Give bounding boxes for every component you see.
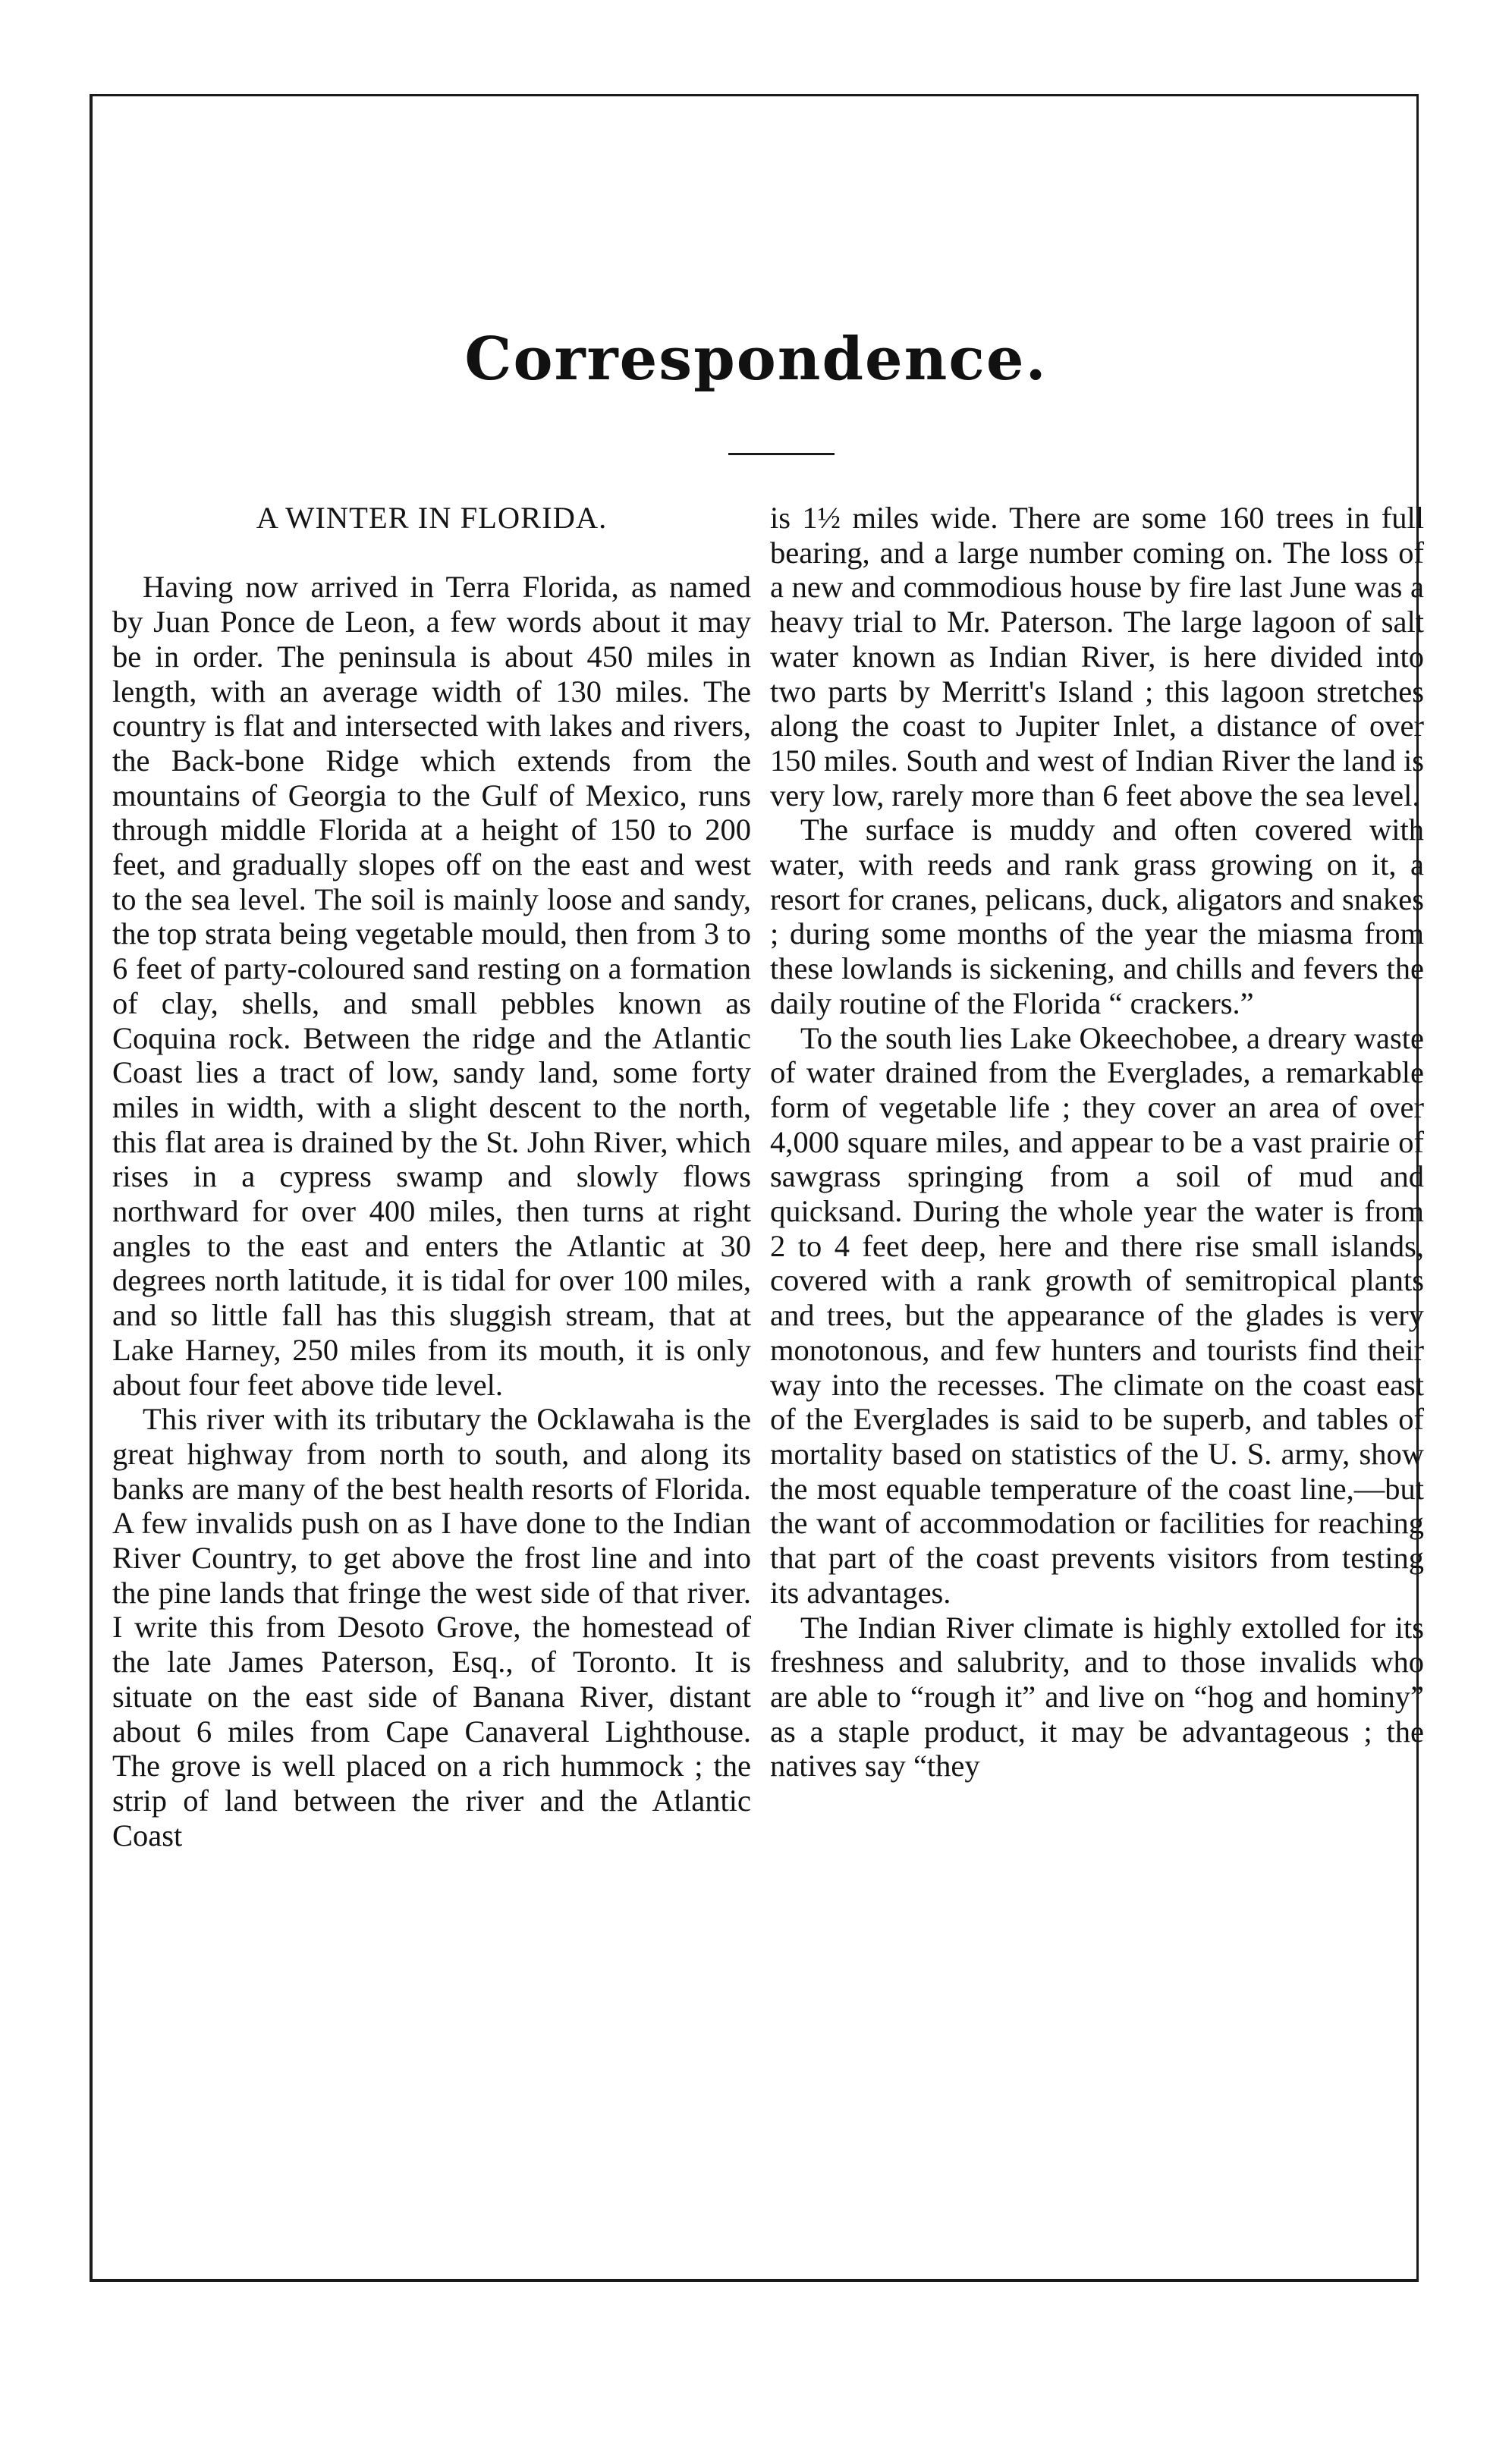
paragraph: This river with its tributary the Ocklawaha is the great highway from north to south, and along its banks are many of the best health resorts of Florida. A few invalids push on as I have done to the Indian River Country, to get above the frost line and into the pine lands that fringe the west side of that river. I write this from Desoto Grove, the homestead of the late James Paterson, Esq., of Toronto. It is situate on the east side of Banana River, distant about 6 miles from Cape Canaveral Lighthouse. The grove is well placed on a rich hummock ; the strip of land between the river and the Atlantic Coast bbox=[112, 1402, 751, 1853]
paragraph: The surface is muddy and often covered with water, with reeds and rank grass growing on it, a resort for cranes, pelicans, duck, aligators and snakes ; during some months of the year the miasma from these lowlands is sickening, and chills and fevers the daily routine of the Florida “ crackers.” bbox=[770, 812, 1424, 1020]
left-column bbox=[112, 501, 751, 1853]
right-column bbox=[770, 501, 1424, 1783]
article-title: A WINTER IN FLORIDA. bbox=[256, 501, 608, 535]
paragraph: The Indian River climate is highly extolled for its freshness and salubrity, and to those invalids who are able to “rough it” and live on “hog and hominy” as a staple product, it may be advantageous ; the natives say “they bbox=[770, 1610, 1424, 1783]
paragraph: Having now arrived in Terra Florida, as named by Juan Ponce de Leon, a few words about it may be in order. The peninsula is about 450 miles in length, with an average width of 130 miles. The country is flat and intersected with lakes and rivers, the Back-bone Ridge which extends from the mountains of Georgia to the Gulf of Mexico, runs through middle Florida at a height of 150 to 200 feet, and gradually slopes off on the east and west to the sea level. The soil is mainly loose and sandy, the top strata being vegetable mould, then from 3 to 6 feet of party-coloured sand resting on a formation of clay, shells, and small pebbles known as Coquina rock. Between the ridge and the Atlantic Coast lies a tract of low, sandy land, some forty miles in width, with a slight descent to the north, this flat area is drained by the St. John River, which rises in a cypress swamp and slowly flows northward for over 400 miles, then turns at right angles to the east and enters the Atlantic at 30 degrees north latitude, it is tidal for over 100 miles, and so little fall has this sluggish stream, that at Lake Harney, 250 miles from its mouth, it is only about four feet above tide level. bbox=[112, 570, 751, 1402]
heading-rule bbox=[728, 453, 835, 455]
paragraph: To the south lies Lake Okeechobee, a dreary waste of water drained from the Everglades, a remarkable form of vegetable life ; they cover an area of over 4,000 square miles, and appear to be a vast prairie of sawgrass springing from a soil of mud and quicksand. During the whole year the water is from 2 to 4 feet deep, here and there rise small islands, covered with a rank growth of semitropical plants and trees, but the appearance of the glades is very monotonous, and few hunters and tourists find their way into the recesses. The climate on the coast east of the Everglades is said to be superb, and tables of mortality based on statistics of the U. S. army, show the most equable temperature of the coast line,—but the want of accommodation or facilities for reaching that part of the coast prevents visitors from testing its advantages. bbox=[770, 1020, 1424, 1610]
section-heading: Correspondence. bbox=[464, 325, 1048, 394]
paragraph-continuation: is 1½ miles wide. There are some 160 trees in full bearing, and a large number coming on. The loss of a new and commodious house by fire last June was a heavy trial to Mr. Paterson. The large lagoon of salt water known as Indian River, is here divided into two parts by Merritt's Island ; this lagoon stretches along the coast to Jupiter Inlet, a distance of over 150 miles. South and west of Indian River the land is very low, rarely more than 6 feet above the sea level. bbox=[770, 501, 1424, 812]
